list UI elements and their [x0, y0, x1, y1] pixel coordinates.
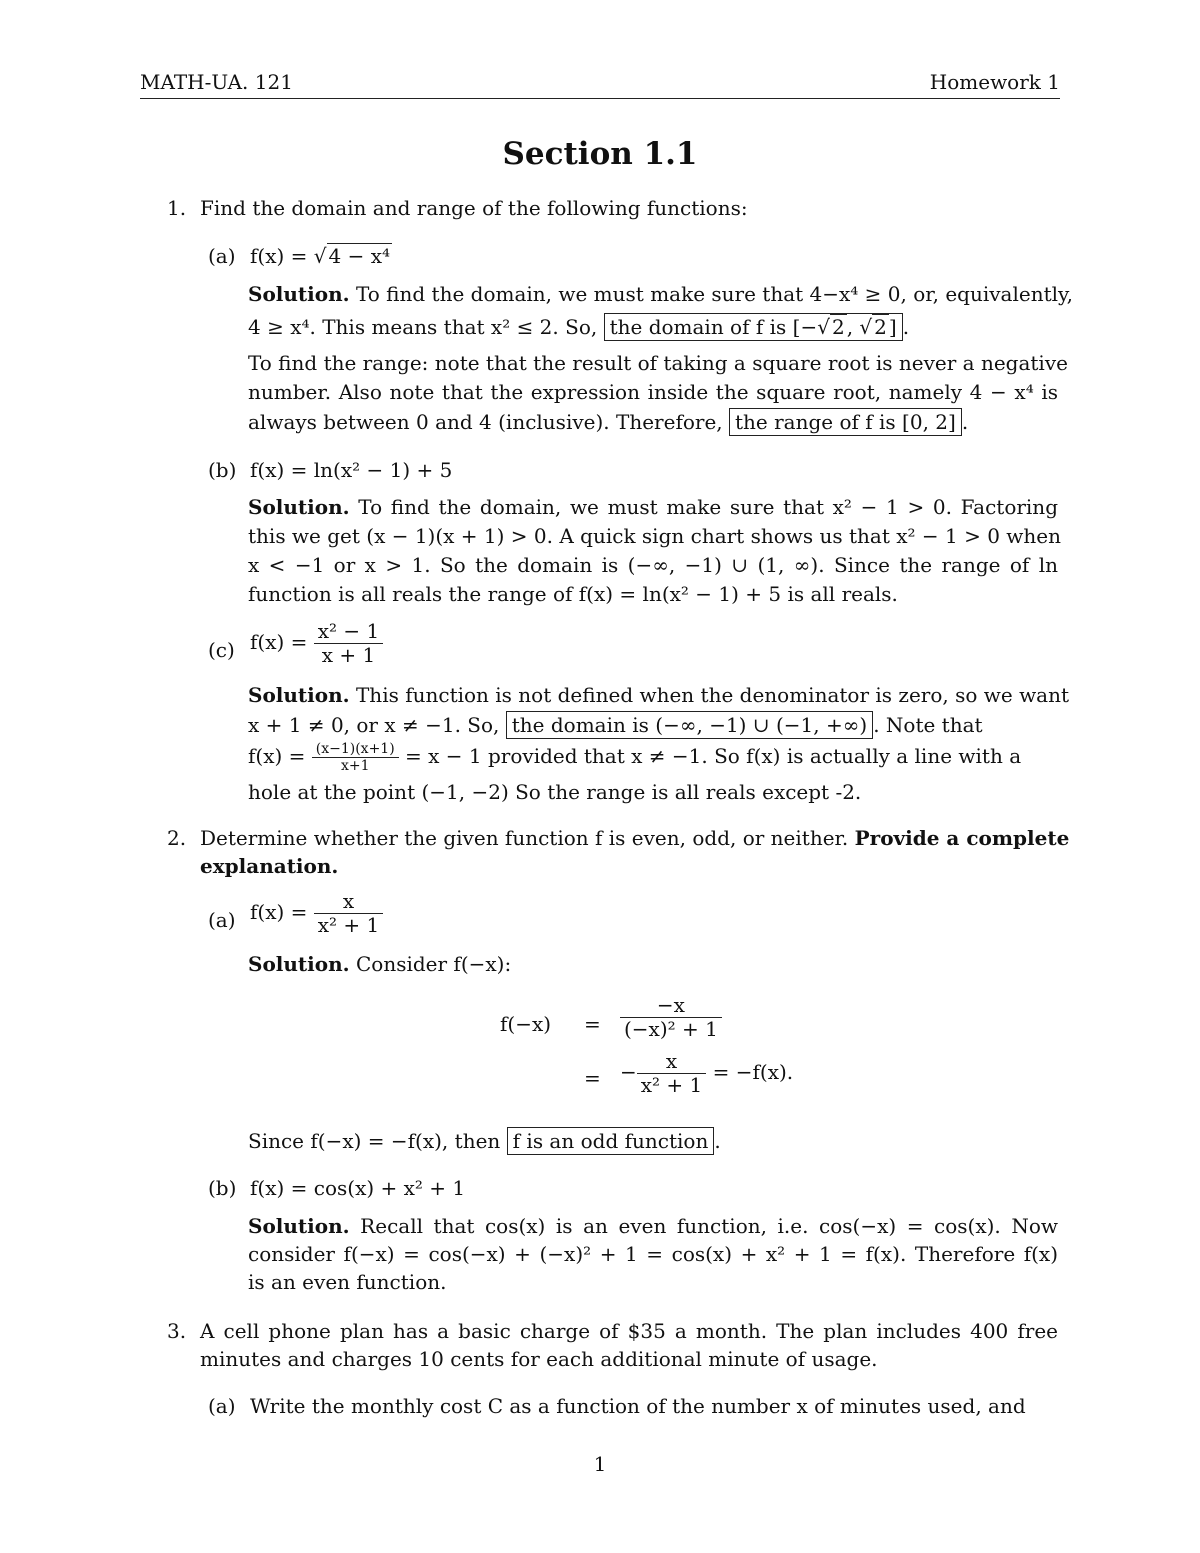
q1a-solution-line4: number. Also note that the expression inside the square root, namely 4 − x⁴ is [248, 380, 1058, 404]
q2a-solution-line1: Solution. Consider f(−x): [248, 952, 512, 976]
q1b-solution-line2: this we get (x − 1)(x + 1) > 0. A quick sign chart shows us that x² − 1 > 0 when [248, 524, 1062, 548]
homework-title: Homework 1 [929, 70, 1060, 94]
q1c-solution-line4: hole at the point (−1, −2) So the range is all reals except -2. [248, 780, 862, 804]
q3-prompt-line2: minutes and charges 10 cents for each additional minute of usage. [200, 1347, 878, 1371]
q2-prompt-line1: Determine whether the given function f is even, odd, or neither. Provide a complete [200, 826, 1070, 850]
q2a-function: f(x) = $\frac{x}{\text{x² + 1}}$ [250, 890, 383, 937]
q2b-solution-line1: Solution. Recall that cos(x) is an even function, i.e. cos(−x) = cos(x). Now [248, 1214, 1059, 1238]
q2b-solution-line3: is an even function. [248, 1270, 447, 1294]
q1c-solution-line1: Solution. This function is not defined when the denominator is zero, so we want [248, 683, 1070, 707]
q1c-label: (c) [208, 638, 235, 662]
q2a-solution-line2: Since f(−x) = −f(x), then f is an odd function . [248, 1129, 721, 1153]
page-header [140, 70, 1060, 99]
q1b-solution-line3: x < −1 or x > 1. So the domain is (−∞, −1) ∪ (1, ∞). Since the range of ln [248, 553, 1058, 577]
q2a-eq-sign1: = [584, 1012, 601, 1036]
q3a-text: Write the monthly cost C as a function of the number x of minutes used, and [250, 1394, 1026, 1418]
page-number: 1 [593, 1452, 607, 1476]
q3-number: 3. [167, 1319, 187, 1343]
q2a-label: (a) [208, 908, 236, 932]
q2b-function: f(x) = cos(x) + x² + 1 [250, 1176, 466, 1200]
q1a-solution-line3: To find the range: note that the result of taking a square root is never a negative [248, 351, 1068, 375]
q1b-function: f(x) = ln(x² − 1) + 5 [250, 458, 453, 482]
q2a-eq-rhs1: $\frac{-x}{\text{(−x)² + 1}}$ [620, 994, 722, 1041]
q1a-solution-line1: Solution. To find the domain, we must make sure that 4−x⁴ ≥ 0, or, equivalently, [248, 282, 1074, 306]
q1a-solution-line5: always between 0 and 4 (inclusive). Therefore, the range of f is [0, 2] . [248, 410, 969, 434]
q1c-domain-answer: the domain is (−∞, −1) ∪ (−1, +∞) [506, 711, 873, 739]
q2a-eq-rhs2: − $\frac{x}{\text{x² + 1}}$ = −f(x). [620, 1049, 794, 1097]
q1a-solution-line2: 4 ≥ x⁴. This means that x² ≤ 2. So, the domain of f is [−√ 2 , √ 2 ] . [248, 315, 910, 339]
q3a-label: (a) [208, 1394, 236, 1418]
course-code: MATH-UA. 121 [140, 70, 293, 94]
q1-number: 1. [167, 196, 187, 220]
q1c-solution-line2: x + 1 ≠ 0, or x ≠ −1. So, the domain is (−∞, −1) ∪ (−1, +∞) . Note that [248, 713, 983, 737]
q1b-label: (b) [208, 458, 237, 482]
q1-prompt: Find the domain and range of the following functions: [200, 196, 748, 220]
q1c-solution-line3: f(x) = $\frac{(x-1)(x+1)}{x+1}$ = x − 1 provided that x ≠ −1. So f(x) is actually a line with a [248, 741, 1022, 775]
q1a-domain-answer: the domain of f is [−√ 2 , √ 2 ] [604, 313, 903, 341]
q2-prompt-line2: explanation. [200, 854, 339, 878]
q3-prompt-line1: A cell phone plan has a basic charge of $35 a month. The plan includes 400 free [200, 1319, 1058, 1343]
q2b-label: (b) [208, 1176, 237, 1200]
q2b-solution-line2: consider f(−x) = cos(−x) + (−x)² + 1 = cos(x) + x² + 1 = f(x). Therefore f(x) [248, 1242, 1058, 1266]
q1a-function: f(x) = √ 4 − x⁴ [250, 244, 391, 268]
q1a-label: (a) [208, 244, 236, 268]
section-title: Section 1.1 [502, 136, 698, 172]
q1b-solution-line4: function is all reals the range of f(x) = ln(x² − 1) + 5 is all reals. [248, 582, 898, 606]
q2-number: 2. [167, 826, 187, 850]
q1a-range-answer: the range of f is [0, 2] [729, 408, 962, 436]
q2a-eq-sign2: = [584, 1066, 601, 1090]
q2a-conclusion-answer: f is an odd function [507, 1127, 715, 1155]
q1c-function: f(x) = $\frac{\text{x² − 1}}{x + 1}$ [250, 620, 383, 667]
q1b-solution-line1: Solution. To find the domain, we must make sure that x² − 1 > 0. Factoring [248, 495, 1058, 519]
q2a-eq-lhs: f(−x) [500, 1012, 552, 1036]
